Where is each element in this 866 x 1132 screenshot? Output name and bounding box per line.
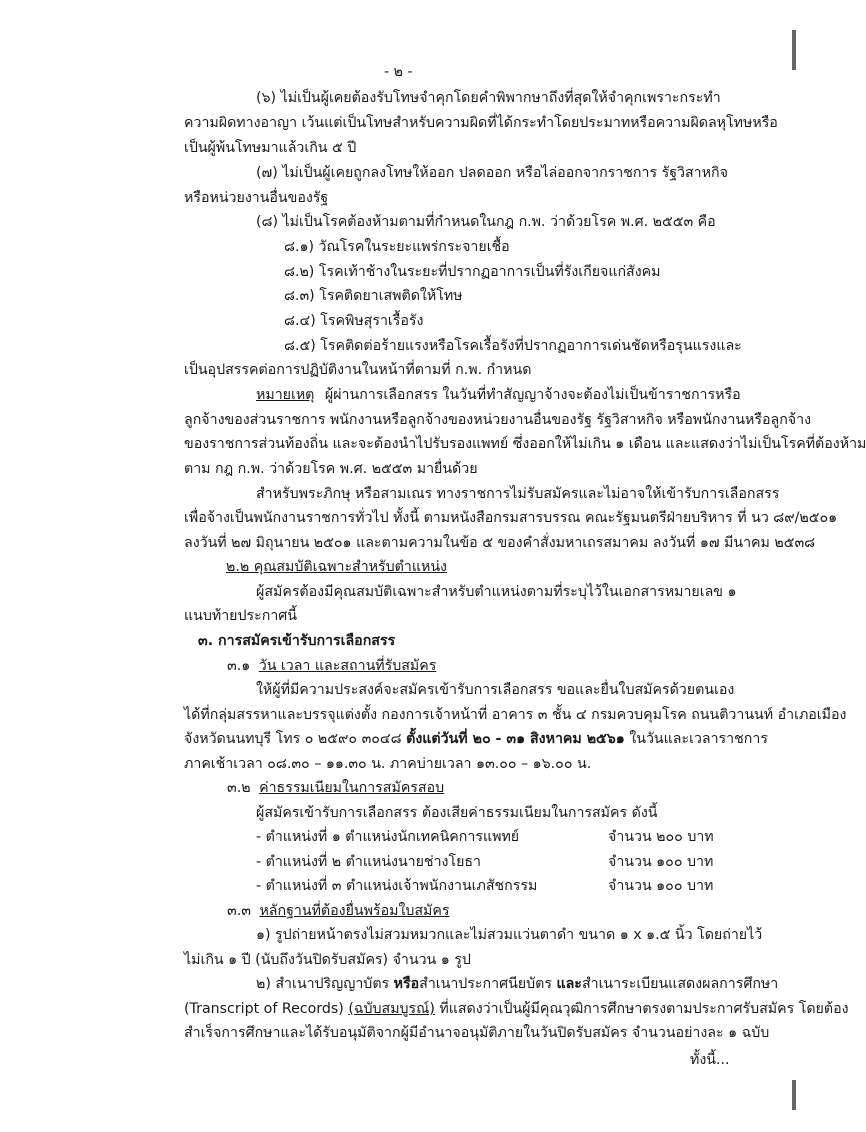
section-3-2-line-1: ผู้สมัครเข้ารับการเลือกสรร ต้องเสียค่าธรรมเนียมในการสมัคร ดังนี้ xyxy=(256,805,658,821)
page-number: - ๒ - xyxy=(384,64,413,80)
item-7-line-2: หรือหน่วยงานอื่นของรัฐ xyxy=(184,190,329,206)
section-2-2-line-1: ผู้สมัครต้องมีคุณสมบัติเฉพาะสำหรับตำแหน่งตามที่ระบุไว้ในเอกสารหมายเลข ๑ xyxy=(256,584,737,600)
section-3-heading: ๓. การสมัครเข้ารับการเลือกสรร xyxy=(198,633,396,649)
disease-8-5: ๘.๕) โรคติดต่อร้ายแรงหรือโรคเรื้อรังที่ปรากฏอาการเด่นชัดหรือรุนแรงและ xyxy=(284,338,742,354)
scan-edge-mark-bottom xyxy=(792,1080,796,1110)
degree-requirement-line-1 xyxy=(256,974,778,994)
fee-position-3: - ตำแหน่งที่ ๓ ตำแหน่งเจ้าพนักงานเภสัชกรรม xyxy=(256,878,538,894)
section-3-2-number: ๓.๒ xyxy=(227,780,251,796)
section-3-2-heading xyxy=(227,778,444,798)
fee-position-1: - ตำแหน่งที่ ๑ ตำแหน่งนักเทคนิคการแพทย์ xyxy=(256,829,520,845)
item-7-line-1: (๗) ไม่เป็นผู้เคยถูกลงโทษให้ออก ปลดออก หรือไล่ออกจากราชการ รัฐวิสาหกิจ xyxy=(256,165,728,181)
disease-8-3: ๘.๓) โรคติดยาเสพติดให้โทษ xyxy=(284,288,463,304)
section-2-2-heading: ๒.๒ คุณสมบัติเฉพาะสำหรับตำแหน่ง xyxy=(226,559,447,575)
qualification-text: ที่แสดงว่าเป็นผู้มีคุณวุฒิการศึกษาตรงตามประกาศรับสมัคร โดยต้อง xyxy=(434,1001,849,1017)
transcript-english: (Transcript of Records) xyxy=(184,1001,349,1017)
section-3-3-title: หลักฐานที่ต้องยื่นพร้อมใบสมัคร xyxy=(259,903,450,919)
section-3-1-line-2: ได้ที่กลุ่มสรรหาและบรรจุแต่งตั้ง กองการเจ้าหน้าที่ อาคาร ๓ ชั้น ๔ กรมควบคุมโรค ถนนติวานนท์ อำเภอเมือง xyxy=(184,707,847,723)
degree-requirement-line-2 xyxy=(184,999,849,1019)
application-period: ตั้งแต่วันที่ ๒๐ - ๓๑ สิงหาคม ๒๕๖๑ xyxy=(406,731,625,747)
fee-amount-2: จำนวน ๑๐๐ บาท xyxy=(608,854,714,870)
note-text: ผู้ผ่านการเลือกสรร ในวันที่ทำสัญญาจ้างจะต้องไม่เป็นข้าราชการหรือ xyxy=(324,387,741,403)
monk-line-3: ลงวันที่ ๒๗ มิถุนายน ๒๕๐๑ และตามความในข้อ ๕ ของคำสั่งมหาเถรสมาคม ลงวันที่ ๑๗ มีนาคม ๒๕๓๘ xyxy=(184,535,816,551)
note-line-1 xyxy=(256,385,741,405)
continuation-text: ทั้งนี้... xyxy=(690,1052,730,1068)
degree-copy-text: ๒) สำเนาปริญญาบัตร xyxy=(256,976,394,992)
note-line-2: ลูกจ้างของส่วนราชการ พนักงานหรือลูกจ้างของหน่วยงานอื่นของรัฐ รัฐวิสาหกิจ หรือพนักงานหรือลูกจ้าง xyxy=(184,412,811,428)
item-6-line-3: เป็นผู้พ้นโทษมาแล้วเกิน ๕ ปี xyxy=(184,140,357,156)
disease-8-5-cont: เป็นอุปสรรคต่อการปฏิบัติงานในหน้าที่ตามที่ ก.พ. กำหนด xyxy=(184,362,532,378)
item-6-line-2: ความผิดทางอาญา เว้นแต่เป็นโทษสำหรับความผิดที่ได้กระทำโดยประมาทหรือความผิดลหุโทษหรือ xyxy=(184,115,778,131)
section-3-3-heading xyxy=(227,901,450,921)
office-hours-intro: ในวันและเวลาราชการ xyxy=(624,731,768,747)
note-line-3: ของราชการส่วนท้องถิ่น และจะต้องนำไปรับรองแพทย์ ซึ่งออกให้ไม่เกิน ๑ เดือน และแสดงว่าไม่เป็นโรคที่ต้องห้าม xyxy=(184,436,866,452)
section-3-1-title: วัน เวลา และสถานที่รับสมัคร xyxy=(258,658,437,674)
transcript-copy-text: สำเนาระเบียนแสดงผลการศึกษา xyxy=(581,976,779,992)
certificate-copy-text: สำเนาประกาศนียบัตร xyxy=(419,976,557,992)
note-line-4: ตาม กฎ ก.พ. ว่าด้วยโรค พ.ศ. ๒๕๕๓ มายื่นด้วย xyxy=(184,461,478,477)
note-label: หมายเหตุ xyxy=(256,387,315,403)
section-3-1-line-4: ภาคเช้าเวลา ๐๘.๓๐ – ๑๑.๓๐ น. ภาคบ่ายเวลา ๑๓.๐๐ – ๑๖.๐๐ น. xyxy=(184,756,592,772)
disease-8-2: ๘.๒) โรคเท้าช้างในระยะที่ปรากฏอาการเป็นที่รังเกียจแก่สังคม xyxy=(284,264,661,280)
or-emphasis: หรือ xyxy=(393,976,420,992)
section-3-1-line-3 xyxy=(184,729,768,749)
scan-edge-mark-top xyxy=(792,30,796,70)
degree-requirement-line-3: สำเร็จการศึกษาและได้รับอนุมัติจากผู้มีอำนาจอนุมัติภายในวันปิดรับสมัคร จำนวนอย่างละ ๑ ฉบับ xyxy=(184,1025,770,1041)
monk-line-2: เพื่อจ้างเป็นพนักงานราชการทั่วไป ทั้งนี้ ตามหนังสือกรมสารบรรณ คณะรัฐมนตรีฝ่ายบริหาร ที่ นว ๘๙/๒๕๐๑ xyxy=(184,510,838,526)
fee-position-2: - ตำแหน่งที่ ๒ ตำแหน่งนายช่างโยธา xyxy=(256,854,482,870)
disease-8-1: ๘.๑) วัณโรคในระยะแพร่กระจายเชื้อ xyxy=(284,239,510,255)
section-3-2-title: ค่าธรรมเนียมในการสมัครสอบ xyxy=(259,780,445,796)
and-emphasis: และ xyxy=(556,976,582,992)
section-3-1-line-1: ให้ผู้ที่มีความประสงค์จะสมัครเข้ารับการเลือกสรร ขอและยื่นใบสมัครด้วยตนเอง xyxy=(256,682,735,698)
section-3-3-number: ๓.๓ xyxy=(227,903,251,919)
item-6-line-1: (๖) ไม่เป็นผู้เคยต้องรับโทษจำคุกโดยคำพิพากษาถึงที่สุดให้จำคุกเพราะกระทำ xyxy=(256,90,721,106)
monk-line-1: สำหรับพระภิกษุ หรือสามเณร ทางราชการไม่รับสมัครและไม่อาจให้เข้ารับการเลือกสรร xyxy=(256,486,780,502)
photo-requirement-line-2: ไม่เกิน ๑ ปี (นับถึงวันปิดรับสมัคร) จำนวน ๑ รูป xyxy=(184,952,471,968)
photo-requirement-line-1: ๑) รูปถ่ายหน้าตรงไม่สวมหมวกและไม่สวมแว่นตาดำ ขนาด ๑ x ๑.๕ นิ้ว โดยถ่ายไว้ xyxy=(256,927,763,943)
fee-amount-3: จำนวน ๑๐๐ บาท xyxy=(608,878,714,894)
disease-8-4: ๘.๔) โรคพิษสุราเรื้อรัง xyxy=(284,313,424,329)
contact-phone: จังหวัดนนทบุรี โทร ๐ ๒๕๙๐ ๓๐๔๘ xyxy=(184,731,407,747)
item-8-line-1: (๘) ไม่เป็นโรคต้องห้ามตามที่กำหนดในกฎ ก.พ. ว่าด้วยโรค พ.ศ. ๒๕๕๓ คือ xyxy=(256,214,716,230)
section-2-2-line-2: แนบท้ายประกาศนี้ xyxy=(184,608,297,624)
complete-version-note: (ฉบับสมบูรณ์) xyxy=(348,1001,435,1017)
section-3-1-heading xyxy=(227,656,436,676)
section-3-1-number: ๓.๑ xyxy=(227,658,251,674)
fee-amount-1: จำนวน ๒๐๐ บาท xyxy=(608,829,714,845)
